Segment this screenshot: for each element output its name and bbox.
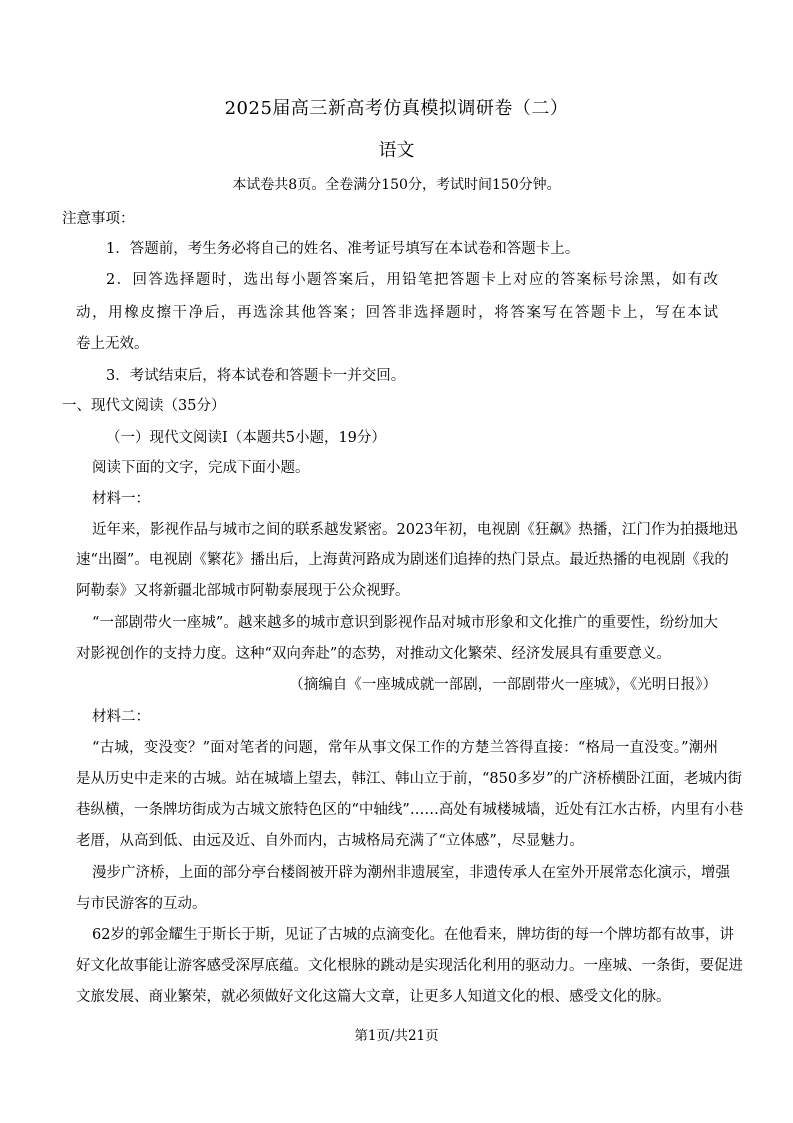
section-heading: 一、现代文阅读（35分）	[62, 398, 226, 414]
material-1-paragraph-1-line-3: 阿勒泰》又将新疆北部城市阿勒泰展现于公众视野。	[76, 583, 410, 599]
material-2-paragraph-1-line-4: 老厝，从高到低、由远及近、自外而内，古城格局充满了“立体感”，尽显魅力。	[76, 833, 584, 849]
notice-item-2-line-3: 卷上无效。	[76, 336, 149, 352]
material-1-label: 材料一：	[92, 491, 150, 507]
material-2-paragraph-2-line-2: 与市民游客的互动。	[76, 896, 207, 912]
material-1-paragraph-1-line-2: 速“出圈”。电视剧《繁花》播出后，上海黄河路成为剧迷们追捧的热门景点。最近热播的电视剧《我的	[76, 552, 729, 568]
reading-instruction: 阅读下面的文字，完成下面小题。	[92, 460, 310, 476]
material-1-paragraph-2-line-2: 对影视创作的支持力度。这种“双向奔赴”的态势，对推动文化繁荣、经济发展具有重要意义。	[76, 646, 671, 662]
material-1-paragraph-2-line-1: “一部剧带火一座城”。越来越多的城市意识到影视作品对城市形象和文化推广的重要性，纷纷加大	[92, 615, 718, 631]
notice-item-2-line-2: 动，用橡皮擦干净后，再选涂其他答案；回答非选择题时，将答案写在答题卡上，写在本试	[76, 305, 718, 321]
notice-item-3: 3．考试结束后，将本试卷和答题卡一并交回。	[106, 368, 406, 384]
material-2-paragraph-2-line-1: 漫步广济桥，上面的部分亭台楼阁被开辟为潮州非遗展室，非遗传承人在室外开展常态化演示，增强	[92, 865, 730, 881]
notice-heading: 注意事项：	[62, 211, 135, 227]
material-1-source: （摘编自《一座城成就一部剧，一部剧带火一座城》，《光明日报》）	[289, 677, 717, 693]
material-2-paragraph-1-line-1: “古城，变没变？”面对笔者的问题，常年从事文保工作的方楚兰答得直接：“格局一直没变。”潮州	[92, 740, 718, 756]
exam-title: 2025届高三新高考仿真模拟调研卷（二）	[224, 98, 569, 119]
material-1-paragraph-1-line-1: 近年来，影视作品与城市之间的联系越发紧密。2023年初，电视剧《狂飙》热播，江门作为拍摄地迅	[92, 522, 738, 538]
subject-title: 语文	[378, 140, 415, 161]
material-2-paragraph-1-line-2: 是从历史中走来的古城。站在城墙上望去，韩江、韩山立于前，“850多岁”的广济桥横卧江面，老城内街	[76, 771, 742, 787]
notice-item-1: 1．答题前，考生务必将自己的姓名、准考证号填写在本试卷和答题卡上。	[106, 241, 580, 257]
material-2-paragraph-3-line-2: 好文化故事能让游客感受深厚底蕴。文化根脉的跳动是实现活化利用的驱动力。一座城、一条街，要促进	[76, 958, 743, 974]
material-2-paragraph-3-line-3: 文旅发展、商业繁荣，就必须做好文化这篇大文章，让更多人知道文化的根、感受文化的脉。	[76, 989, 671, 1005]
material-2-paragraph-1-line-3: 巷纵横，一条牌坊街成为古城文旅特色区的“中轴线”……高处有城楼城墙，近处有江水古桥，内里有小巷	[76, 802, 744, 818]
material-2-paragraph-3-line-1: 62岁的郭金耀生于斯长于斯，见证了古城的点滴变化。在他看来，牌坊街的每一个牌坊都有故事，讲	[92, 927, 734, 943]
subsection-heading: （一）现代文阅读Ⅰ（本题共5小题，19分）	[106, 430, 386, 446]
notice-item-2-line-1: 2．回答选择题时，选出每小题答案后，用铅笔把答题卡上对应的答案标号涂黑，如有改	[106, 272, 718, 288]
page-number: 第1页/共21页	[354, 1028, 439, 1044]
material-2-label: 材料二：	[92, 709, 150, 725]
exam-info: 本试卷共8页。全卷满分150分，考试时间150分钟。	[232, 177, 561, 193]
